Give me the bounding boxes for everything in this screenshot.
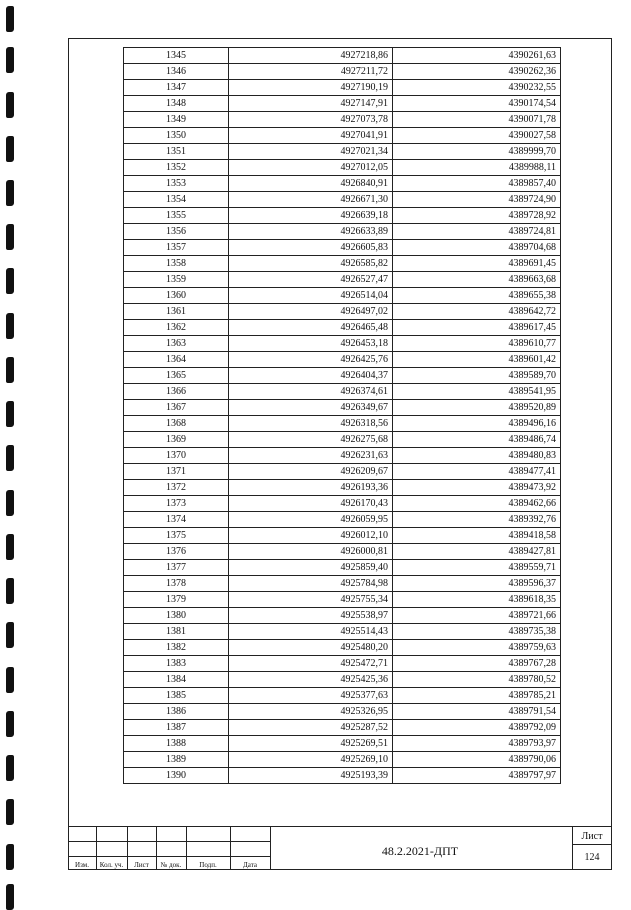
point-number-cell: 1371 <box>124 464 229 480</box>
coordinates-table-body <box>124 48 561 784</box>
x-coordinate-cell: 4926404,37 <box>229 368 393 384</box>
table-row <box>124 160 561 176</box>
y-coordinate-cell: 4389496,16 <box>393 416 561 432</box>
table-row <box>124 768 561 784</box>
point-number-cell: 1377 <box>124 560 229 576</box>
binding-hole <box>6 136 14 162</box>
y-coordinate-cell: 4390261,63 <box>393 48 561 64</box>
y-coordinate-cell: 4389663,68 <box>393 272 561 288</box>
x-coordinate-cell: 4927073,78 <box>229 112 393 128</box>
x-coordinate-cell: 4925514,43 <box>229 624 393 640</box>
y-coordinate-cell: 4389618,35 <box>393 592 561 608</box>
x-coordinate-cell: 4925326,95 <box>229 704 393 720</box>
table-row <box>124 592 561 608</box>
table-row <box>124 512 561 528</box>
point-number-cell: 1384 <box>124 672 229 688</box>
binding-hole <box>6 622 14 648</box>
y-coordinate-cell: 4390071,78 <box>393 112 561 128</box>
point-number-cell: 1367 <box>124 400 229 416</box>
y-coordinate-cell: 4389792,09 <box>393 720 561 736</box>
stamp-label-kol-uch: Кол. уч. <box>99 861 124 869</box>
y-coordinate-cell: 4389655,38 <box>393 288 561 304</box>
y-coordinate-cell: 4389596,37 <box>393 576 561 592</box>
table-row <box>124 736 561 752</box>
x-coordinate-cell: 4925269,10 <box>229 752 393 768</box>
point-number-cell: 1381 <box>124 624 229 640</box>
y-coordinate-cell: 4389610,77 <box>393 336 561 352</box>
x-coordinate-cell: 4926349,67 <box>229 400 393 416</box>
x-coordinate-cell: 4927147,91 <box>229 96 393 112</box>
point-number-cell: 1353 <box>124 176 229 192</box>
x-coordinate-cell: 4926633,89 <box>229 224 393 240</box>
point-number-cell: 1362 <box>124 320 229 336</box>
x-coordinate-cell: 4925538,97 <box>229 608 393 624</box>
x-coordinate-cell: 4927012,05 <box>229 160 393 176</box>
point-number-cell: 1382 <box>124 640 229 656</box>
x-coordinate-cell: 4926012,10 <box>229 528 393 544</box>
document-code: 48.2.2021-ДПТ <box>381 844 459 858</box>
point-number-cell: 1387 <box>124 720 229 736</box>
y-coordinate-cell: 4389520,89 <box>393 400 561 416</box>
y-coordinate-cell: 4389988,11 <box>393 160 561 176</box>
binding-hole <box>6 313 14 339</box>
x-coordinate-cell: 4925425,36 <box>229 672 393 688</box>
point-number-cell: 1356 <box>124 224 229 240</box>
x-coordinate-cell: 4926639,18 <box>229 208 393 224</box>
point-number-cell: 1351 <box>124 144 229 160</box>
point-number-cell: 1352 <box>124 160 229 176</box>
binding-hole <box>6 844 14 870</box>
table-row <box>124 336 561 352</box>
stamp-label-n-dok: № док. <box>160 861 182 869</box>
point-number-cell: 1361 <box>124 304 229 320</box>
y-coordinate-cell: 4389797,97 <box>393 768 561 784</box>
y-coordinate-cell: 4389704,68 <box>393 240 561 256</box>
point-number-cell: 1388 <box>124 736 229 752</box>
x-coordinate-cell: 4927041,91 <box>229 128 393 144</box>
y-coordinate-cell: 4389790,06 <box>393 752 561 768</box>
point-number-cell: 1389 <box>124 752 229 768</box>
x-coordinate-cell: 4926374,61 <box>229 384 393 400</box>
stamp-label-list: Лист <box>134 861 149 869</box>
point-number-cell: 1357 <box>124 240 229 256</box>
x-coordinate-cell: 4926840,91 <box>229 176 393 192</box>
stamp-label-data: Дата <box>243 861 257 869</box>
y-coordinate-cell: 4389767,28 <box>393 656 561 672</box>
point-number-cell: 1363 <box>124 336 229 352</box>
binding-hole <box>6 357 14 383</box>
table-row <box>124 672 561 688</box>
binding-hole <box>6 667 14 693</box>
x-coordinate-cell: 4925472,71 <box>229 656 393 672</box>
binding-hole <box>6 180 14 206</box>
point-number-cell: 1374 <box>124 512 229 528</box>
table-row <box>124 240 561 256</box>
sheet-label: Лист <box>581 831 603 842</box>
binding-hole <box>6 755 14 781</box>
y-coordinate-cell: 4389427,81 <box>393 544 561 560</box>
table-row <box>124 608 561 624</box>
y-coordinate-cell: 4389724,81 <box>393 224 561 240</box>
binding-holes <box>0 0 24 905</box>
stamp-row-line <box>68 856 270 857</box>
x-coordinate-cell: 4926425,76 <box>229 352 393 368</box>
x-coordinate-cell: 4926453,18 <box>229 336 393 352</box>
point-number-cell: 1350 <box>124 128 229 144</box>
table-row <box>124 128 561 144</box>
table-row <box>124 400 561 416</box>
y-coordinate-cell: 4389642,72 <box>393 304 561 320</box>
point-number-cell: 1376 <box>124 544 229 560</box>
table-row <box>124 112 561 128</box>
y-coordinate-cell: 4389724,90 <box>393 192 561 208</box>
point-number-cell: 1358 <box>124 256 229 272</box>
x-coordinate-cell: 4926497,02 <box>229 304 393 320</box>
x-coordinate-cell: 4926231,63 <box>229 448 393 464</box>
title-block <box>68 826 612 870</box>
x-coordinate-cell: 4927218,86 <box>229 48 393 64</box>
point-number-cell: 1355 <box>124 208 229 224</box>
x-coordinate-cell: 4926193,36 <box>229 480 393 496</box>
table-row <box>124 384 561 400</box>
y-coordinate-cell: 4390232,55 <box>393 80 561 96</box>
y-coordinate-cell: 4389589,70 <box>393 368 561 384</box>
x-coordinate-cell: 4926059,95 <box>229 512 393 528</box>
y-coordinate-cell: 4389691,45 <box>393 256 561 272</box>
table-row <box>124 176 561 192</box>
stamp-row-line <box>68 841 270 842</box>
point-number-cell: 1385 <box>124 688 229 704</box>
x-coordinate-cell: 4926514,04 <box>229 288 393 304</box>
y-coordinate-cell: 4389480,83 <box>393 448 561 464</box>
binding-hole <box>6 401 14 427</box>
table-row <box>124 416 561 432</box>
point-number-cell: 1390 <box>124 768 229 784</box>
table-row <box>124 368 561 384</box>
stamp-label-podp: Подп. <box>199 861 217 869</box>
y-coordinate-cell: 4389418,58 <box>393 528 561 544</box>
point-number-cell: 1354 <box>124 192 229 208</box>
y-coordinate-cell: 4390174,54 <box>393 96 561 112</box>
y-coordinate-cell: 4389617,45 <box>393 320 561 336</box>
table-row <box>124 432 561 448</box>
x-coordinate-cell: 4925269,51 <box>229 736 393 752</box>
table-row <box>124 288 561 304</box>
sheet-number: 124 <box>584 852 600 863</box>
x-coordinate-cell: 4926275,68 <box>229 432 393 448</box>
point-number-cell: 1386 <box>124 704 229 720</box>
table-row <box>124 48 561 64</box>
y-coordinate-cell: 4389791,54 <box>393 704 561 720</box>
y-coordinate-cell: 4389541,95 <box>393 384 561 400</box>
table-row <box>124 752 561 768</box>
point-number-cell: 1369 <box>124 432 229 448</box>
point-number-cell: 1346 <box>124 64 229 80</box>
binding-hole <box>6 534 14 560</box>
table-row <box>124 208 561 224</box>
y-coordinate-cell: 4389721,66 <box>393 608 561 624</box>
table-row <box>124 544 561 560</box>
table-row <box>124 144 561 160</box>
x-coordinate-cell: 4927211,72 <box>229 64 393 80</box>
point-number-cell: 1347 <box>124 80 229 96</box>
table-row <box>124 464 561 480</box>
x-coordinate-cell: 4926527,47 <box>229 272 393 288</box>
y-coordinate-cell: 4389477,41 <box>393 464 561 480</box>
coordinates-table <box>123 47 561 784</box>
table-row <box>124 496 561 512</box>
table-row <box>124 256 561 272</box>
x-coordinate-cell: 4925755,34 <box>229 592 393 608</box>
binding-hole <box>6 268 14 294</box>
binding-hole <box>6 445 14 471</box>
y-coordinate-cell: 4389559,71 <box>393 560 561 576</box>
binding-hole <box>6 711 14 737</box>
y-coordinate-cell: 4389759,63 <box>393 640 561 656</box>
point-number-cell: 1378 <box>124 576 229 592</box>
point-number-cell: 1359 <box>124 272 229 288</box>
point-number-cell: 1372 <box>124 480 229 496</box>
table-row <box>124 96 561 112</box>
x-coordinate-cell: 4926465,48 <box>229 320 393 336</box>
y-coordinate-cell: 4389735,38 <box>393 624 561 640</box>
table-row <box>124 80 561 96</box>
table-row <box>124 448 561 464</box>
table-row <box>124 480 561 496</box>
table-row <box>124 640 561 656</box>
table-row <box>124 528 561 544</box>
y-coordinate-cell: 4389780,52 <box>393 672 561 688</box>
x-coordinate-cell: 4926671,30 <box>229 192 393 208</box>
binding-hole <box>6 6 14 32</box>
binding-hole <box>6 224 14 250</box>
y-coordinate-cell: 4389473,92 <box>393 480 561 496</box>
point-number-cell: 1375 <box>124 528 229 544</box>
x-coordinate-cell: 4925784,98 <box>229 576 393 592</box>
x-coordinate-cell: 4926000,81 <box>229 544 393 560</box>
x-coordinate-cell: 4927021,34 <box>229 144 393 160</box>
point-number-cell: 1383 <box>124 656 229 672</box>
y-coordinate-cell: 4389601,42 <box>393 352 561 368</box>
x-coordinate-cell: 4926585,82 <box>229 256 393 272</box>
table-row <box>124 656 561 672</box>
binding-hole <box>6 47 14 73</box>
point-number-cell: 1380 <box>124 608 229 624</box>
table-row <box>124 624 561 640</box>
table-row <box>124 192 561 208</box>
x-coordinate-cell: 4927190,19 <box>229 80 393 96</box>
table-row <box>124 272 561 288</box>
point-number-cell: 1348 <box>124 96 229 112</box>
binding-hole <box>6 578 14 604</box>
binding-hole <box>6 799 14 825</box>
binding-hole <box>6 92 14 118</box>
y-coordinate-cell: 4389793,97 <box>393 736 561 752</box>
point-number-cell: 1364 <box>124 352 229 368</box>
table-row <box>124 304 561 320</box>
x-coordinate-cell: 4926318,56 <box>229 416 393 432</box>
point-number-cell: 1360 <box>124 288 229 304</box>
table-row <box>124 224 561 240</box>
x-coordinate-cell: 4926605,83 <box>229 240 393 256</box>
point-number-cell: 1345 <box>124 48 229 64</box>
x-coordinate-cell: 4925287,52 <box>229 720 393 736</box>
x-coordinate-cell: 4926209,67 <box>229 464 393 480</box>
point-number-cell: 1366 <box>124 384 229 400</box>
table-row <box>124 576 561 592</box>
table-row <box>124 320 561 336</box>
y-coordinate-cell: 4390027,58 <box>393 128 561 144</box>
point-number-cell: 1370 <box>124 448 229 464</box>
y-coordinate-cell: 4389486,74 <box>393 432 561 448</box>
y-coordinate-cell: 4389728,92 <box>393 208 561 224</box>
y-coordinate-cell: 4389857,40 <box>393 176 561 192</box>
y-coordinate-cell: 4390262,36 <box>393 64 561 80</box>
stamp-row-line <box>572 844 612 845</box>
table-row <box>124 352 561 368</box>
table-row <box>124 560 561 576</box>
y-coordinate-cell: 4389785,21 <box>393 688 561 704</box>
point-number-cell: 1379 <box>124 592 229 608</box>
x-coordinate-cell: 4925193,39 <box>229 768 393 784</box>
point-number-cell: 1368 <box>124 416 229 432</box>
point-number-cell: 1365 <box>124 368 229 384</box>
table-row <box>124 688 561 704</box>
binding-hole <box>6 884 14 910</box>
y-coordinate-cell: 4389999,70 <box>393 144 561 160</box>
point-number-cell: 1349 <box>124 112 229 128</box>
stamp-label-izm: Изм. <box>75 861 89 869</box>
table-row <box>124 64 561 80</box>
x-coordinate-cell: 4925480,20 <box>229 640 393 656</box>
x-coordinate-cell: 4926170,43 <box>229 496 393 512</box>
y-coordinate-cell: 4389392,76 <box>393 512 561 528</box>
x-coordinate-cell: 4925377,63 <box>229 688 393 704</box>
table-row <box>124 704 561 720</box>
point-number-cell: 1373 <box>124 496 229 512</box>
table-row <box>124 720 561 736</box>
y-coordinate-cell: 4389462,66 <box>393 496 561 512</box>
binding-hole <box>6 490 14 516</box>
x-coordinate-cell: 4925859,40 <box>229 560 393 576</box>
